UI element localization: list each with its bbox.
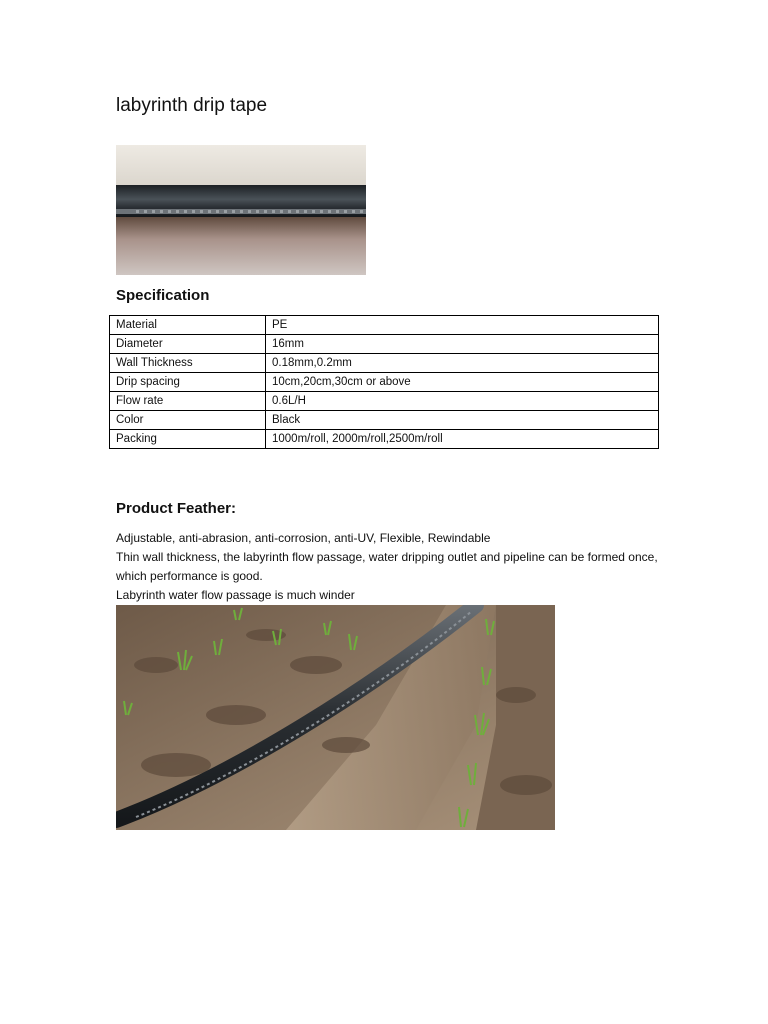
specification-heading: Specification [116, 287, 210, 304]
spec-key: Wall Thickness [110, 354, 266, 373]
table-row [110, 411, 659, 430]
table-row [110, 335, 659, 354]
spec-value: PE [266, 316, 659, 335]
feature-line: Adjustable, anti-abrasion, anti-corrosion, anti-UV, Flexible, Rewindable [116, 531, 491, 545]
drip-tape-field-photo [116, 605, 555, 830]
feature-line: Thin wall thickness, the labyrinth flow passage, water dripping outlet and pipeline can be formed once, which performance is good. [116, 550, 658, 583]
feature-description [116, 529, 661, 605]
spec-value: 0.6L/H [266, 392, 659, 411]
spec-key: Flow rate [110, 392, 266, 411]
table-row [110, 430, 659, 449]
spec-key: Diameter [110, 335, 266, 354]
table-row [110, 316, 659, 335]
document-title: labyrinth drip tape [116, 95, 268, 116]
drip-tape-closeup-photo [116, 145, 366, 275]
table-row [110, 354, 659, 373]
spec-key: Drip spacing [110, 373, 266, 392]
table-row [110, 392, 659, 411]
spec-value: 0.18mm,0.2mm [266, 354, 659, 373]
spec-key: Color [110, 411, 266, 430]
spec-value: 16mm [266, 335, 659, 354]
product-feature-heading: Product Feather: [116, 500, 237, 517]
spec-key: Packing [110, 430, 266, 449]
spec-value: 1000m/roll, 2000m/roll,2500m/roll [266, 430, 659, 449]
table-row [110, 373, 659, 392]
specification-table [109, 315, 659, 449]
feature-line: Labyrinth water flow passage is much winder [116, 588, 355, 602]
spec-value: 10cm,20cm,30cm or above [266, 373, 659, 392]
spec-key: Material [110, 316, 266, 335]
spec-value: Black [266, 411, 659, 430]
